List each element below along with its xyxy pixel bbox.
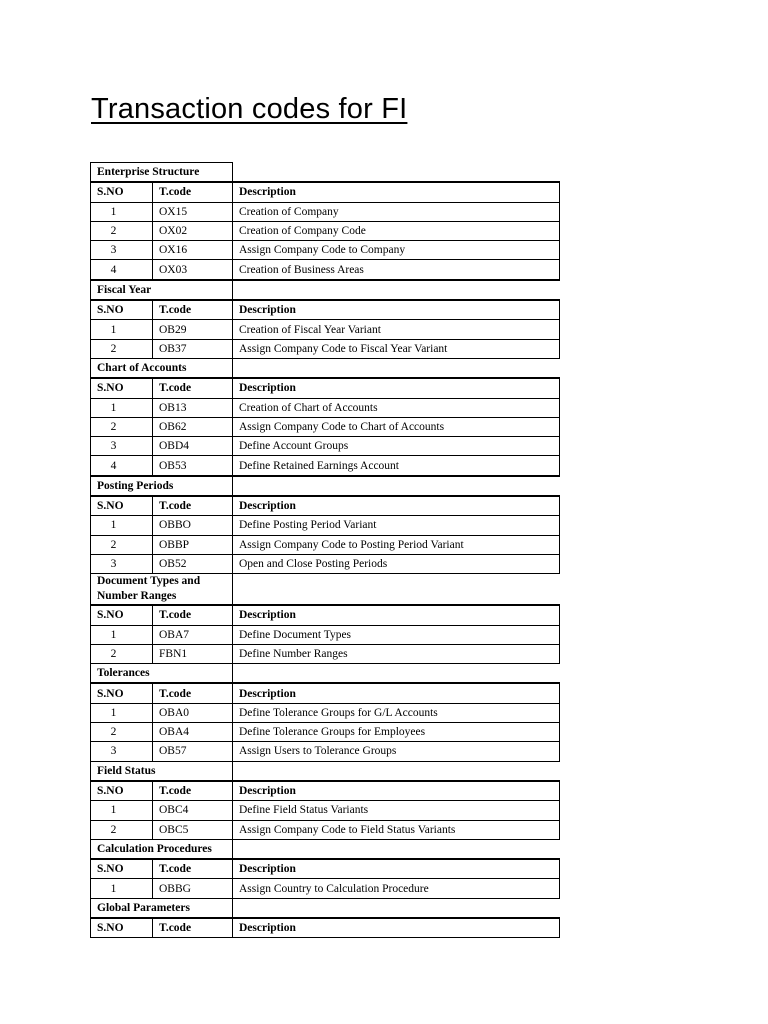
- section-title: Global Parameters: [91, 898, 233, 918]
- tcode-cell: OX02: [153, 221, 233, 240]
- description-cell: Assign Company Code to Company: [233, 241, 560, 260]
- sno-cell: 2: [91, 339, 153, 358]
- column-header-row: [91, 496, 560, 516]
- table-row: [91, 398, 560, 417]
- tcode-cell: OB29: [153, 320, 233, 339]
- tcode-cell: OB13: [153, 398, 233, 417]
- sno-cell: 4: [91, 456, 153, 476]
- table-row: [91, 260, 560, 280]
- table-row: [91, 417, 560, 436]
- description-cell: Creation of Chart of Accounts: [233, 398, 560, 417]
- description-cell: Define Account Groups: [233, 437, 560, 456]
- sno-cell: 1: [91, 320, 153, 339]
- section-header-row: [91, 664, 560, 684]
- column-header-sno: S.NO: [91, 918, 153, 938]
- section-header-empty-cell: [233, 574, 560, 606]
- table-row: [91, 456, 560, 476]
- sno-cell: 3: [91, 742, 153, 761]
- sno-cell: 2: [91, 820, 153, 839]
- description-cell: Define Number Ranges: [233, 644, 560, 663]
- description-cell: Define Field Status Variants: [233, 801, 560, 820]
- section-title: Fiscal Year: [91, 280, 233, 300]
- column-header-description: Description: [233, 496, 560, 516]
- sno-cell: 1: [91, 703, 153, 722]
- column-header-description: Description: [233, 859, 560, 879]
- tcode-cell: OB37: [153, 339, 233, 358]
- description-cell: Define Tolerance Groups for Employees: [233, 723, 560, 742]
- tcode-cell: OB52: [153, 554, 233, 573]
- description-cell: Open and Close Posting Periods: [233, 554, 560, 573]
- section-header-row: [91, 761, 560, 781]
- column-header-sno: S.NO: [91, 496, 153, 516]
- sno-cell: 1: [91, 516, 153, 535]
- section-header-row: [91, 358, 560, 378]
- tcode-cell: OB62: [153, 417, 233, 436]
- section-header-empty-cell: [233, 664, 560, 684]
- description-cell: Assign Company Code to Fiscal Year Variant: [233, 339, 560, 358]
- tcode-cell: OB57: [153, 742, 233, 761]
- sno-cell: 1: [91, 398, 153, 417]
- column-header-sno: S.NO: [91, 378, 153, 398]
- description-cell: Define Tolerance Groups for G/L Accounts: [233, 703, 560, 722]
- section-header-empty-cell: [233, 476, 560, 496]
- table-row: [91, 723, 560, 742]
- description-cell: Creation of Business Areas: [233, 260, 560, 280]
- sno-cell: 4: [91, 260, 153, 280]
- section-header-empty-cell: [233, 163, 560, 183]
- column-header-description: Description: [233, 300, 560, 320]
- column-header-tcode: T.code: [153, 496, 233, 516]
- sno-cell: 2: [91, 221, 153, 240]
- sno-cell: 2: [91, 535, 153, 554]
- tcode-cell: OBA0: [153, 703, 233, 722]
- column-header-tcode: T.code: [153, 605, 233, 625]
- tcode-cell: OBBP: [153, 535, 233, 554]
- description-cell: Creation of Fiscal Year Variant: [233, 320, 560, 339]
- section-header-row: [91, 280, 560, 300]
- section-header-row: [91, 163, 560, 183]
- column-header-tcode: T.code: [153, 781, 233, 801]
- description-cell: Define Document Types: [233, 625, 560, 644]
- description-cell: Assign Country to Calculation Procedure: [233, 879, 560, 898]
- column-header-tcode: T.code: [153, 918, 233, 938]
- table-row: [91, 339, 560, 358]
- column-header-tcode: T.code: [153, 859, 233, 879]
- tcode-cell: OX16: [153, 241, 233, 260]
- description-cell: Define Posting Period Variant: [233, 516, 560, 535]
- table-row: [91, 820, 560, 839]
- tcode-cell: OX15: [153, 202, 233, 221]
- section-header-row: [91, 898, 560, 918]
- section-title: Document Types and Number Ranges: [91, 574, 233, 606]
- table-row: [91, 554, 560, 573]
- section-header-empty-cell: [233, 839, 560, 859]
- column-header-sno: S.NO: [91, 683, 153, 703]
- document-title: Transaction codes for FI: [91, 93, 408, 125]
- table-row: [91, 644, 560, 663]
- tcode-cell: OBC5: [153, 820, 233, 839]
- column-header-row: [91, 378, 560, 398]
- tcode-cell: OBA7: [153, 625, 233, 644]
- section-header-row: [91, 574, 560, 606]
- table-row: [91, 625, 560, 644]
- column-header-row: [91, 300, 560, 320]
- section-title: Posting Periods: [91, 476, 233, 496]
- column-header-description: Description: [233, 781, 560, 801]
- section-header-empty-cell: [233, 761, 560, 781]
- table-row: [91, 241, 560, 260]
- column-header-tcode: T.code: [153, 683, 233, 703]
- section-header-empty-cell: [233, 358, 560, 378]
- column-header-sno: S.NO: [91, 859, 153, 879]
- column-header-tcode: T.code: [153, 300, 233, 320]
- sno-cell: 1: [91, 202, 153, 221]
- table-row: [91, 221, 560, 240]
- column-header-description: Description: [233, 918, 560, 938]
- sno-cell: 2: [91, 644, 153, 663]
- section-header-row: [91, 839, 560, 859]
- column-header-row: [91, 859, 560, 879]
- tcode-table: [90, 162, 560, 938]
- section-title: Calculation Procedures: [91, 839, 233, 859]
- column-header-sno: S.NO: [91, 781, 153, 801]
- tcode-cell: OBA4: [153, 723, 233, 742]
- tcode-cell: OX03: [153, 260, 233, 280]
- column-header-sno: S.NO: [91, 605, 153, 625]
- section-header-empty-cell: [233, 280, 560, 300]
- description-cell: Creation of Company Code: [233, 221, 560, 240]
- table-row: [91, 202, 560, 221]
- table-row: [91, 703, 560, 722]
- tcode-cell: OBC4: [153, 801, 233, 820]
- sno-cell: 2: [91, 723, 153, 742]
- section-title: Chart of Accounts: [91, 358, 233, 378]
- sno-cell: 1: [91, 625, 153, 644]
- table-row: [91, 516, 560, 535]
- description-cell: Assign Company Code to Field Status Variants: [233, 820, 560, 839]
- column-header-tcode: T.code: [153, 182, 233, 202]
- table-row: [91, 437, 560, 456]
- column-header-description: Description: [233, 683, 560, 703]
- table-row: [91, 801, 560, 820]
- sno-cell: 3: [91, 554, 153, 573]
- section-title: Field Status: [91, 761, 233, 781]
- tcode-cell: OBD4: [153, 437, 233, 456]
- description-cell: Define Retained Earnings Account: [233, 456, 560, 476]
- table-row: [91, 320, 560, 339]
- column-header-row: [91, 683, 560, 703]
- column-header-description: Description: [233, 182, 560, 202]
- column-header-tcode: T.code: [153, 378, 233, 398]
- section-header-empty-cell: [233, 898, 560, 918]
- tcode-table-body: [91, 163, 560, 938]
- description-cell: Assign Company Code to Chart of Accounts: [233, 417, 560, 436]
- table-row: [91, 879, 560, 898]
- section-title: Enterprise Structure: [91, 163, 233, 183]
- sno-cell: 3: [91, 241, 153, 260]
- sno-cell: 1: [91, 801, 153, 820]
- tcode-cell: OB53: [153, 456, 233, 476]
- sno-cell: 1: [91, 879, 153, 898]
- column-header-row: [91, 781, 560, 801]
- section-title: Tolerances: [91, 664, 233, 684]
- tcode-cell: OBBG: [153, 879, 233, 898]
- column-header-sno: S.NO: [91, 182, 153, 202]
- table-row: [91, 742, 560, 761]
- column-header-description: Description: [233, 605, 560, 625]
- column-header-description: Description: [233, 378, 560, 398]
- description-cell: Assign Users to Tolerance Groups: [233, 742, 560, 761]
- section-header-row: [91, 476, 560, 496]
- table-row: [91, 535, 560, 554]
- tcode-cell: FBN1: [153, 644, 233, 663]
- description-cell: Assign Company Code to Posting Period Variant: [233, 535, 560, 554]
- tcode-cell: OBBO: [153, 516, 233, 535]
- column-header-sno: S.NO: [91, 300, 153, 320]
- sno-cell: 2: [91, 417, 153, 436]
- column-header-row: [91, 918, 560, 938]
- column-header-row: [91, 605, 560, 625]
- description-cell: Creation of Company: [233, 202, 560, 221]
- sno-cell: 3: [91, 437, 153, 456]
- column-header-row: [91, 182, 560, 202]
